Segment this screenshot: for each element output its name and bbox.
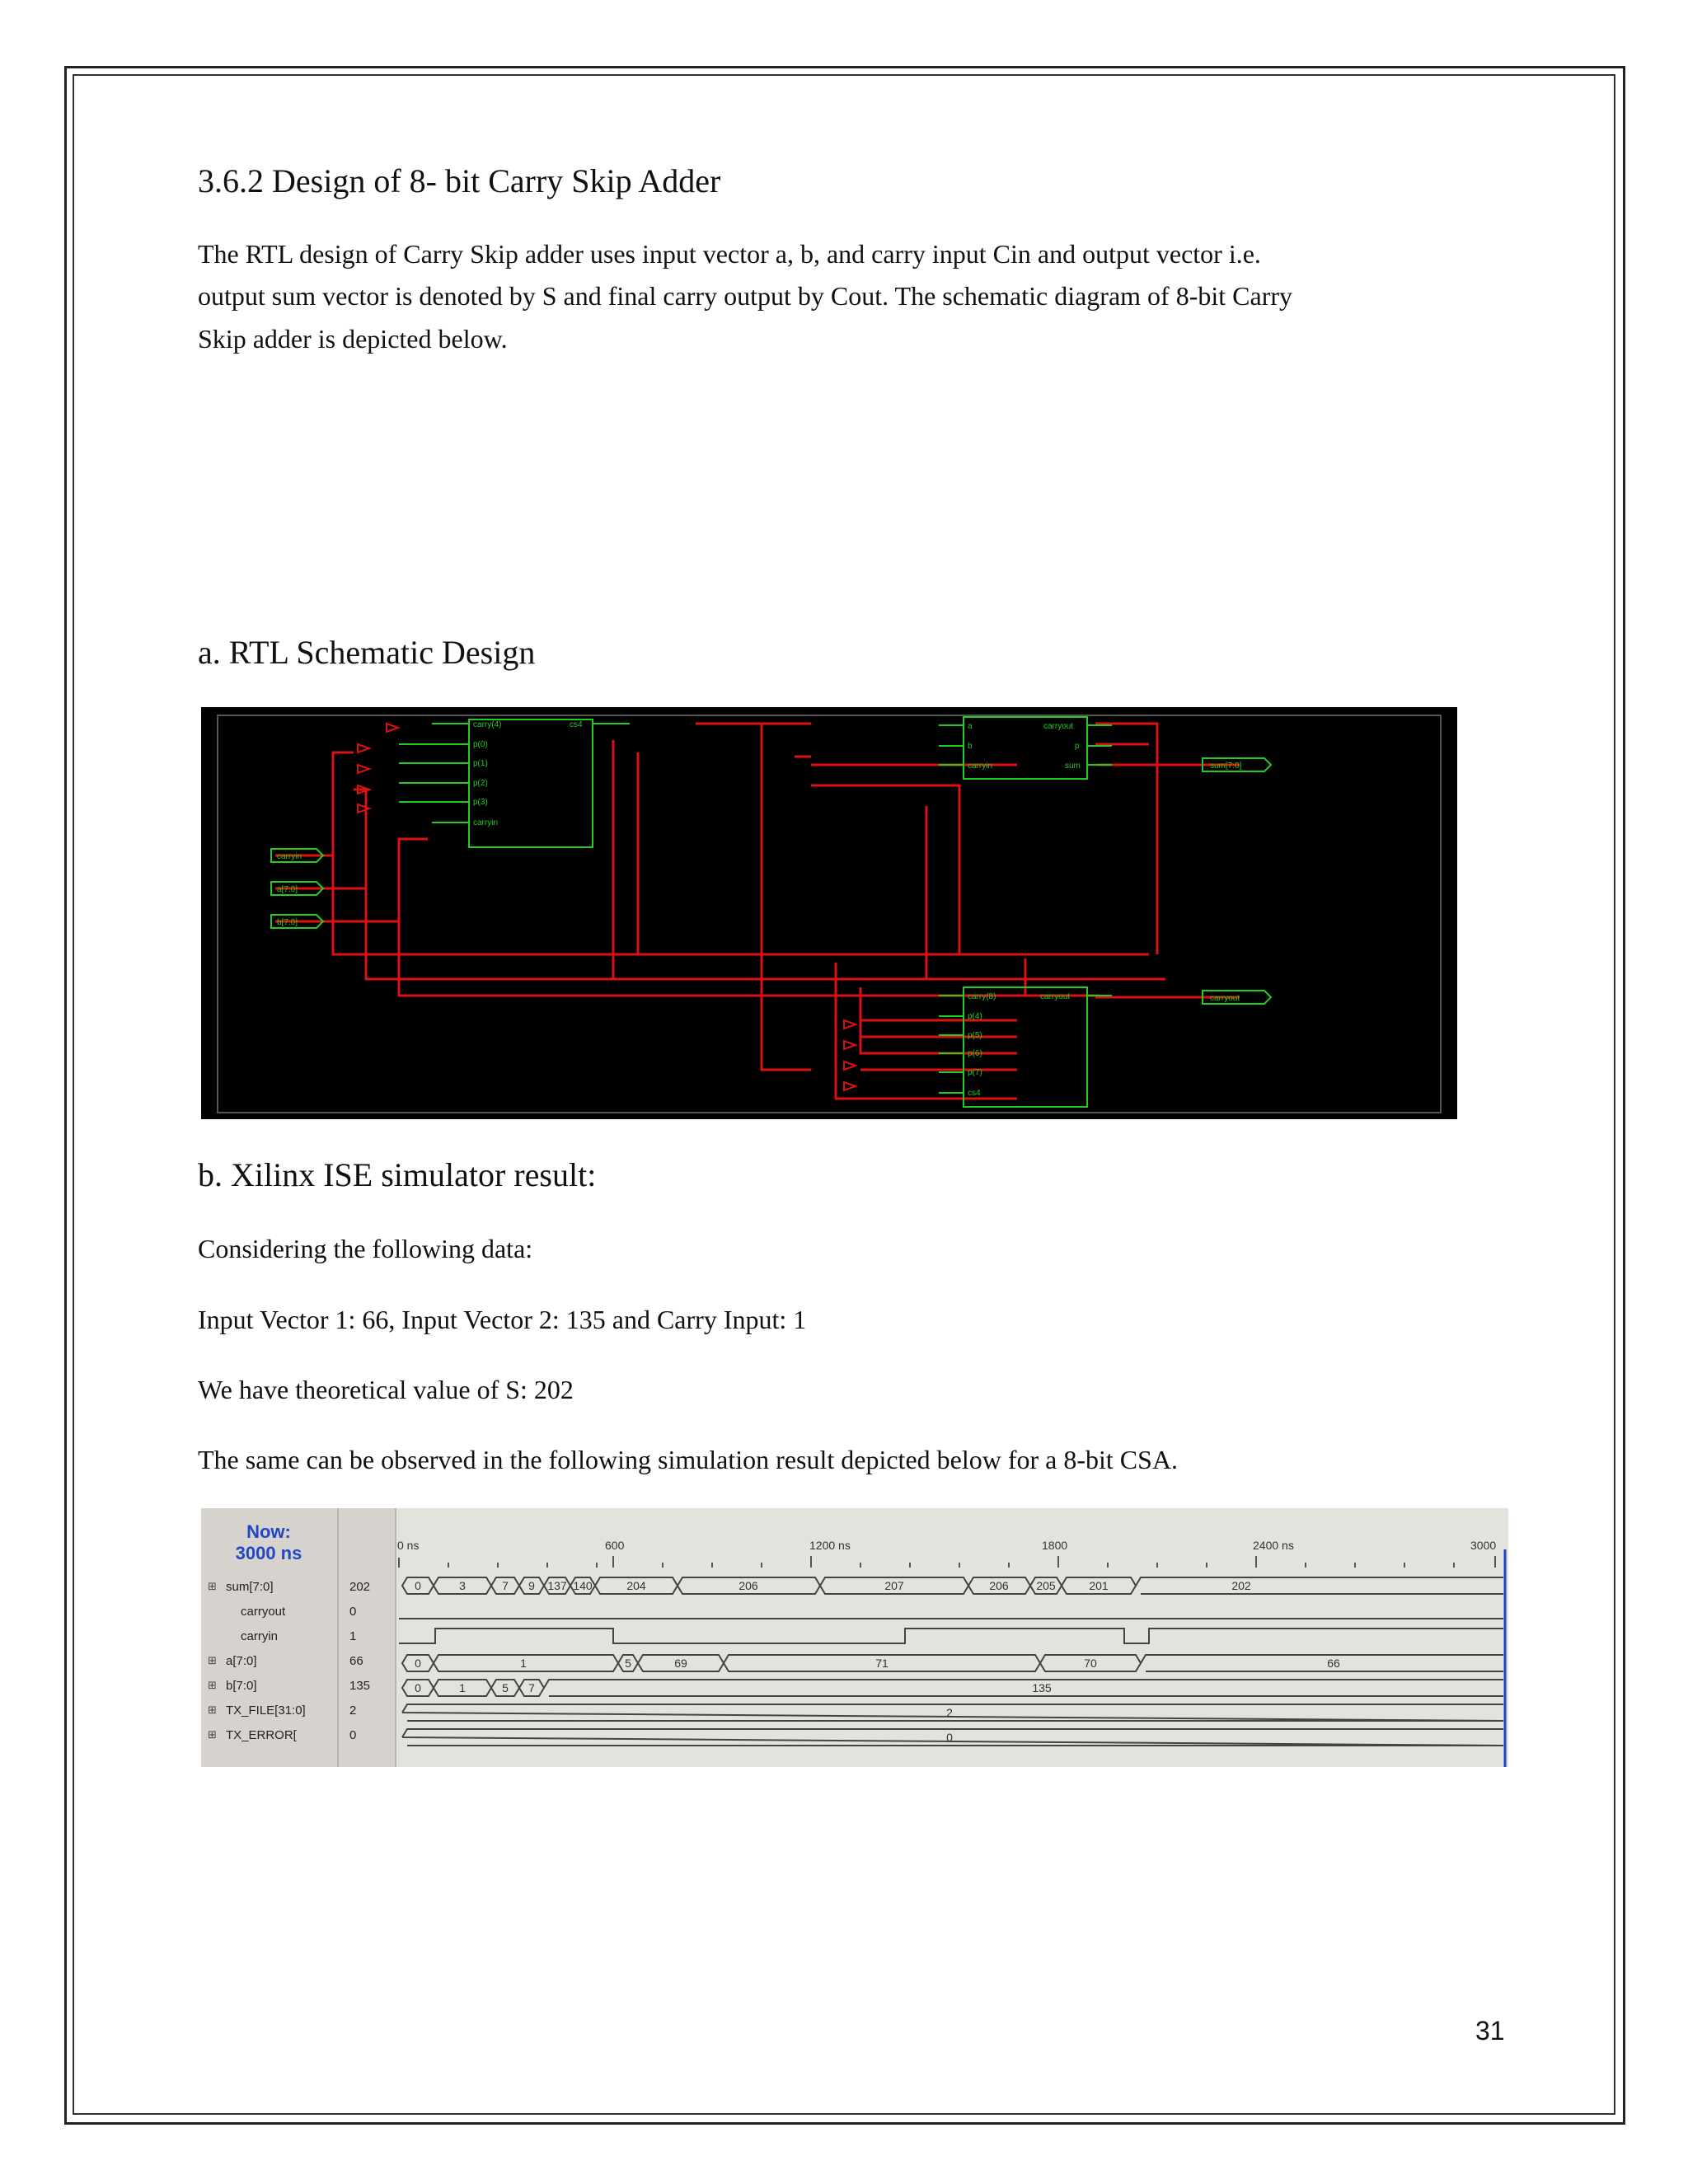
sum-seg: 137 bbox=[547, 1579, 567, 1592]
signal-name: sum[7:0] bbox=[226, 1580, 274, 1594]
txfile-seg: 2 bbox=[946, 1706, 953, 1719]
schematic-blocks bbox=[469, 717, 1087, 1107]
signal-value: 0 bbox=[349, 1605, 357, 1619]
sum-seg: 206 bbox=[738, 1579, 758, 1592]
signal-name: b[7:0] bbox=[226, 1679, 257, 1693]
intro-line-2: output sum vector is denoted by S and final carry output by Cout. The schematic diagram of 8-bit Carry bbox=[198, 281, 1292, 311]
b-seg: 0 bbox=[415, 1681, 421, 1694]
time-mark: 600 bbox=[605, 1539, 625, 1552]
sum-seg: 202 bbox=[1231, 1579, 1251, 1592]
time-mark: 1800 bbox=[1042, 1539, 1068, 1552]
a-seg: 66 bbox=[1327, 1657, 1340, 1670]
block2-pin: carry(8) bbox=[968, 992, 996, 1001]
adder-out: sum bbox=[1065, 762, 1081, 771]
sum-seg: 205 bbox=[1036, 1579, 1056, 1592]
a-seg: 5 bbox=[625, 1657, 631, 1670]
schematic-wires bbox=[275, 724, 1240, 1099]
sum-seg: 207 bbox=[884, 1579, 904, 1592]
sum-seg: 7 bbox=[502, 1579, 509, 1592]
block2-pin: p(7) bbox=[968, 1068, 982, 1077]
input-port-a: a[7:0] bbox=[277, 885, 298, 894]
signal-value: 135 bbox=[349, 1679, 371, 1693]
sum-seg: 201 bbox=[1089, 1579, 1109, 1592]
sum-seg: 0 bbox=[415, 1579, 421, 1592]
b-seg: 5 bbox=[502, 1681, 509, 1694]
a-seg: 1 bbox=[520, 1657, 527, 1670]
intro-line-3: Skip adder is depicted below. bbox=[198, 324, 508, 354]
b-seg: 1 bbox=[459, 1681, 466, 1694]
input-port-b: b[7:0] bbox=[277, 918, 298, 927]
time-mark: 3000 bbox=[1470, 1539, 1497, 1552]
block1-pin: p(1) bbox=[473, 759, 488, 768]
signal-value: 66 bbox=[349, 1654, 363, 1668]
adder-pin: b bbox=[968, 742, 973, 751]
block1-pin: carry(4) bbox=[473, 720, 502, 729]
simulator-waveform bbox=[201, 1508, 1508, 1767]
time-mark: 1200 ns bbox=[809, 1539, 851, 1552]
block1-out: cs4 bbox=[570, 720, 583, 729]
signal-value: 2 bbox=[349, 1704, 357, 1718]
svg-text:⊞: ⊞ bbox=[208, 1654, 217, 1666]
signal-name: TX_ERROR[ bbox=[226, 1728, 297, 1742]
signal-name: carryin bbox=[241, 1629, 279, 1643]
observed-line: The same can be observed in the following simulation result depicted below for a 8-bit CSA. bbox=[198, 1445, 1179, 1474]
theoretical-line: We have theoretical value of S: 202 bbox=[198, 1375, 574, 1404]
signal-name: TX_FILE[31:0] bbox=[226, 1704, 306, 1718]
sum-seg: 206 bbox=[989, 1579, 1009, 1592]
svg-text:⊞: ⊞ bbox=[208, 1704, 217, 1716]
signal-value: 202 bbox=[349, 1580, 371, 1594]
adder-out: carryout bbox=[1043, 722, 1074, 731]
svg-text:⊞: ⊞ bbox=[208, 1728, 217, 1741]
page-number: 31 bbox=[1475, 2016, 1505, 2046]
now-label: Now: bbox=[246, 1521, 291, 1542]
block2-out: carryout bbox=[1040, 992, 1071, 1001]
schematic-svg bbox=[201, 707, 1457, 1119]
a-seg: 69 bbox=[674, 1657, 687, 1670]
signal-name: a[7:0] bbox=[226, 1654, 257, 1668]
txerror-seg: 0 bbox=[946, 1731, 953, 1744]
waveform-svg bbox=[201, 1508, 1508, 1767]
signal-name: carryout bbox=[241, 1605, 286, 1619]
svg-text:⊞: ⊞ bbox=[208, 1580, 217, 1592]
sum-seg: 140 bbox=[573, 1579, 593, 1592]
block1-pin: p(3) bbox=[473, 798, 488, 807]
block1-pin: p(2) bbox=[473, 779, 488, 788]
subheading-simulator: b. Xilinx ISE simulator result: bbox=[198, 1156, 597, 1193]
adder-out: p bbox=[1075, 742, 1080, 751]
a-seg: 71 bbox=[875, 1657, 889, 1670]
signal-value: 1 bbox=[349, 1629, 357, 1643]
a-seg: 70 bbox=[1084, 1657, 1097, 1670]
sum-seg: 3 bbox=[459, 1579, 466, 1592]
inputs-line: Input Vector 1: 66, Input Vector 2: 135 and Carry Input: 1 bbox=[198, 1305, 807, 1334]
svg-text:⊞: ⊞ bbox=[208, 1679, 217, 1691]
now-value: 3000 ns bbox=[235, 1543, 302, 1563]
output-port-sum: sum[7:0] bbox=[1210, 762, 1242, 771]
subheading-rtl: a. RTL Schematic Design bbox=[198, 634, 536, 671]
output-port-carryout: carryout bbox=[1210, 994, 1240, 1003]
block2-pin: p(6) bbox=[968, 1049, 982, 1058]
block1-pin: p(0) bbox=[473, 740, 488, 749]
data-intro: Considering the following data: bbox=[198, 1234, 533, 1263]
a-seg: 0 bbox=[415, 1657, 421, 1670]
skip-block-2 bbox=[964, 987, 1087, 1107]
intro-line-1: The RTL design of Carry Skip adder uses input vector a, b, and carry input Cin and output vector i.e. bbox=[198, 239, 1261, 269]
b-seg: 135 bbox=[1032, 1681, 1052, 1694]
sum-seg: 9 bbox=[528, 1579, 535, 1592]
adder-pin: carryin bbox=[968, 762, 993, 771]
block2-pin: p(5) bbox=[968, 1031, 982, 1040]
block1-pin: carryin bbox=[473, 818, 499, 827]
rtl-schematic bbox=[201, 707, 1457, 1119]
section-heading: 3.6.2 Design of 8- bit Carry Skip Adder bbox=[198, 162, 721, 199]
signal-value: 0 bbox=[349, 1728, 357, 1742]
block2-pin: p(4) bbox=[968, 1012, 982, 1021]
adder-pin: a bbox=[968, 722, 973, 731]
schematic-frame bbox=[218, 715, 1441, 1113]
block2-pin: cs4 bbox=[968, 1089, 981, 1098]
time-mark: 2400 ns bbox=[1253, 1539, 1294, 1552]
sum-seg: 204 bbox=[626, 1579, 646, 1592]
input-port-carryin: carryin bbox=[277, 852, 302, 861]
time-mark: 0 ns bbox=[397, 1539, 420, 1552]
b-seg: 7 bbox=[528, 1681, 535, 1694]
